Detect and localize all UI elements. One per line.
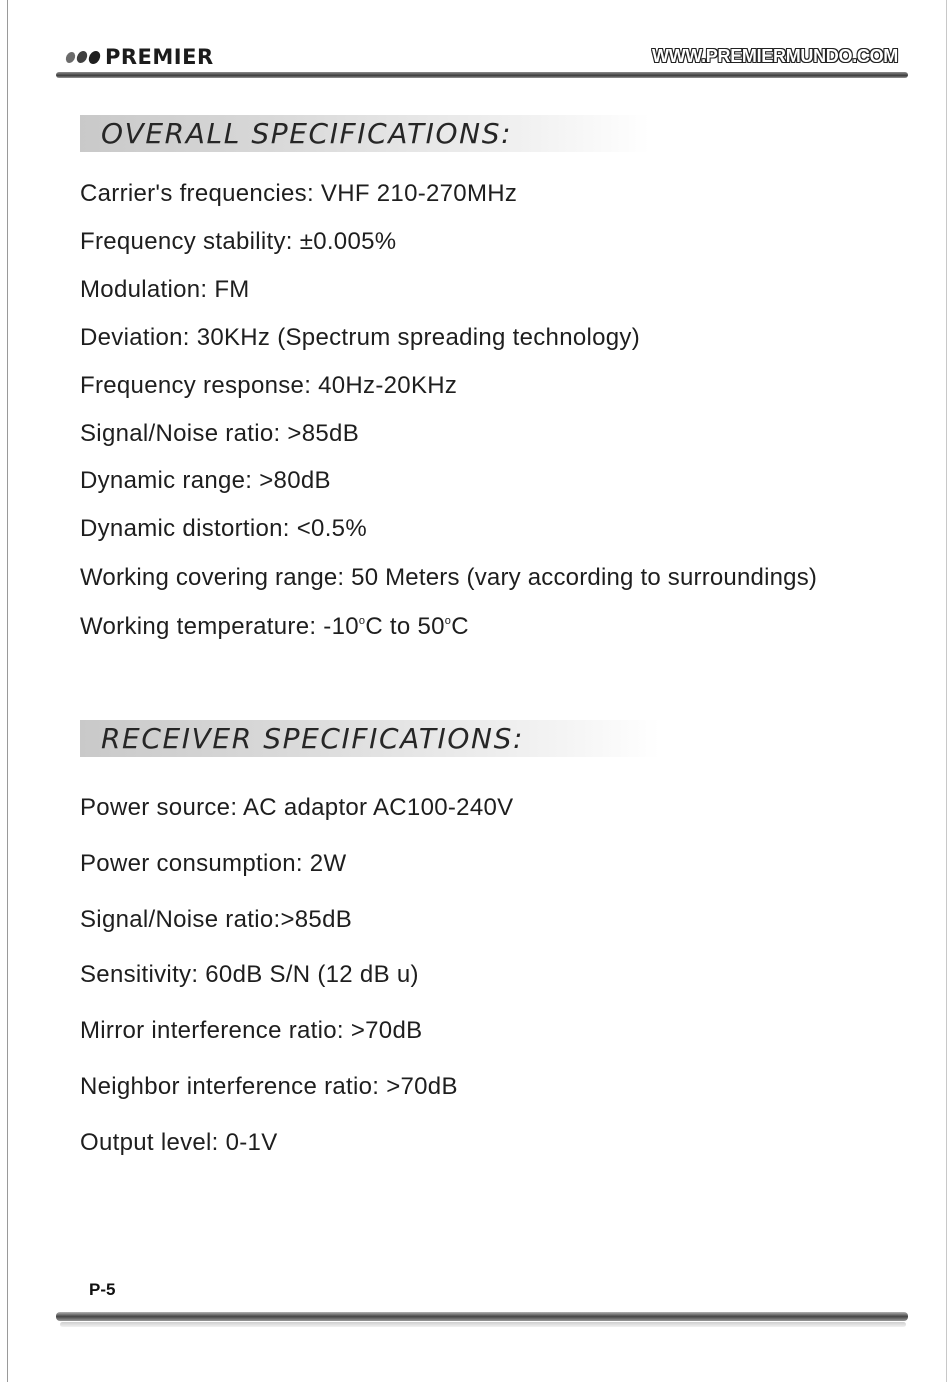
spec-power-source: Power source: AC adaptor AC100-240V <box>80 794 514 821</box>
spec-receiver-signal-noise-ratio: Signal/Noise ratio:>85dB <box>80 906 353 933</box>
spec-carrier-frequencies: Carrier's frequencies: VHF 210-270MHz <box>80 180 518 207</box>
spec-neighbor-interference-ratio: Neighbor interference ratio: >70dB <box>80 1073 458 1100</box>
spec-working-temperature <box>80 613 469 641</box>
spec-mirror-interference-ratio: Mirror interference ratio: >70dB <box>80 1017 423 1044</box>
brand-name: PREMIER <box>105 45 214 69</box>
spec-frequency-response: Frequency response: 40Hz-20KHz <box>80 372 458 399</box>
spec-output-level: Output level: 0-1V <box>80 1129 278 1156</box>
receiver-section-header <box>80 720 660 757</box>
page-right-border <box>946 0 947 1382</box>
temperature-label: Working temperature: -10 <box>80 613 359 640</box>
spec-frequency-stability: Frequency stability: ±0.005% <box>80 228 397 255</box>
spec-dynamic-distortion: Dynamic distortion: <0.5% <box>80 515 367 542</box>
receiver-section-title: RECEIVER SPECIFICATIONS: <box>101 722 524 755</box>
spec-working-covering-range: Working covering range: 50 Meters (vary according to surroundings) <box>80 564 818 591</box>
footer-divider <box>56 1312 908 1321</box>
spec-modulation: Modulation: FM <box>80 276 250 303</box>
page-left-border <box>7 0 8 1382</box>
spec-deviation: Deviation: 30KHz (Spectrum spreading technology) <box>80 324 641 351</box>
spec-power-consumption: Power consumption: 2W <box>80 850 347 877</box>
overall-section-title: OVERALL SPECIFICATIONS: <box>101 117 513 150</box>
footer-divider-shadow <box>60 1322 906 1327</box>
logo-dots-icon <box>66 51 102 64</box>
degree-symbol: o <box>444 615 452 627</box>
overall-section-header <box>80 115 650 152</box>
spec-sensitivity: Sensitivity: 60dB S/N (12 dB u) <box>80 961 419 988</box>
website-url: WWW.PREMIERMUNDO.COM <box>652 46 898 66</box>
temperature-unit: C <box>451 613 469 640</box>
temperature-mid: C to 50 <box>365 613 445 640</box>
page-number: P-5 <box>89 1280 116 1299</box>
spec-dynamic-range: Dynamic range: >80dB <box>80 467 331 494</box>
premier-logo <box>66 45 214 69</box>
spec-signal-noise-ratio: Signal/Noise ratio: >85dB <box>80 420 359 447</box>
header-divider <box>56 72 908 78</box>
degree-symbol: o <box>358 615 366 627</box>
